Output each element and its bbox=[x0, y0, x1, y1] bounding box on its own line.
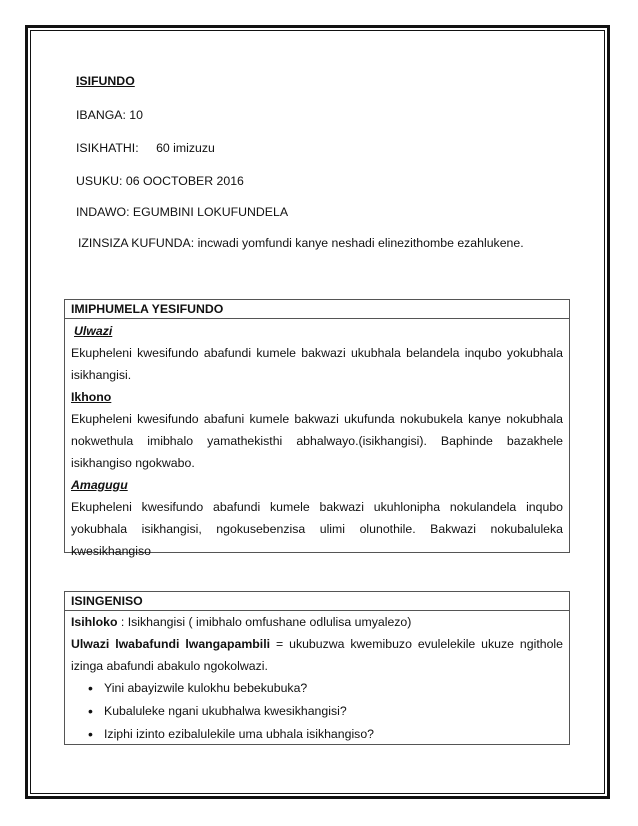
topic-label: Isihloko bbox=[71, 615, 118, 629]
introduction-content bbox=[65, 611, 569, 750]
prior-knowledge-line-2: izinga abafundi abakulo ngokolwazi. bbox=[71, 659, 268, 673]
knowledge-title: Ulwazi bbox=[74, 324, 113, 338]
topic-text: : Isikhangisi ( imibhalo omfushane odlulisa umyalezo) bbox=[117, 615, 412, 629]
date-line: USUKU: 06 OOCTOBER 2016 bbox=[76, 174, 244, 188]
values-title: Amagugu bbox=[71, 478, 128, 492]
skills-line-3: isikhangiso ngokwabo. bbox=[71, 456, 195, 470]
knowledge-line-1: Ekupheleni kwesifundo abafundi kumele bakwazi ukubhala belandela inqubo yokubhala bbox=[71, 346, 563, 360]
skills-title: Ikhono bbox=[71, 390, 112, 404]
topic-line bbox=[71, 611, 563, 633]
outcomes-box bbox=[64, 299, 570, 558]
values-line-1: Ekupheleni kwesifundo abafundi kumele bakwazi ukuhlonipha nokulandela inqubo bbox=[71, 500, 563, 514]
outcomes-content bbox=[65, 319, 569, 566]
time-value: 60 imizuzu bbox=[156, 141, 215, 155]
prior-knowledge-label: Ulwazi lwabafundi lwangapambili bbox=[71, 637, 271, 651]
venue-line: INDAWO: EGUMBINI LOKUFUNDELA bbox=[76, 205, 289, 219]
skills-line-1: Ekupheleni kwesifundo abafuni kumele bakwazi ukufunda nokubukela kanye nokubhala bbox=[71, 412, 563, 426]
skills-line-2: nokwethula imibhalo yamathekisthi abhalwayo.(isikhangisi). Baphinde bazakhele bbox=[71, 434, 563, 448]
values-line-3: kwesikhangiso bbox=[71, 544, 151, 558]
outcomes-heading: IMIPHUMELA YESIFUNDO bbox=[65, 300, 569, 319]
time-label: ISIKHATHI: bbox=[76, 141, 139, 155]
question-item: • Kubaluleke ngani ukubhalwa kwesikhangisi? bbox=[104, 700, 563, 723]
introduction-box bbox=[64, 591, 570, 745]
grade-line: IBANGA: 10 bbox=[76, 108, 143, 122]
prior-knowledge-line-1 bbox=[71, 633, 563, 655]
time-line bbox=[76, 141, 215, 155]
lesson-title: ISIFUNDO bbox=[76, 74, 135, 88]
knowledge-line-2: isikhangisi. bbox=[71, 368, 132, 382]
question-item: • Yini abayizwile kulokhu bebekubuka? bbox=[104, 677, 563, 700]
prior-knowledge-text: = ukubuzwa kwemibuzo evulelekile ukuze ngithole bbox=[276, 637, 564, 651]
introduction-heading: ISINGENISO bbox=[65, 592, 569, 611]
values-line-2: yokubhala isikhangisi, ngokusebenzisa ulimi olunothile. Bakwazi nokubaluleka bbox=[71, 522, 563, 536]
question-item: • Iziphi izinto ezibalulekile uma ubhala isikhangiso? bbox=[104, 723, 563, 746]
resources-line: IZINSIZA KUFUNDA: incwadi yomfundi kanye neshadi elinezithombe ezahlukene. bbox=[78, 236, 524, 250]
question-list bbox=[71, 677, 563, 746]
